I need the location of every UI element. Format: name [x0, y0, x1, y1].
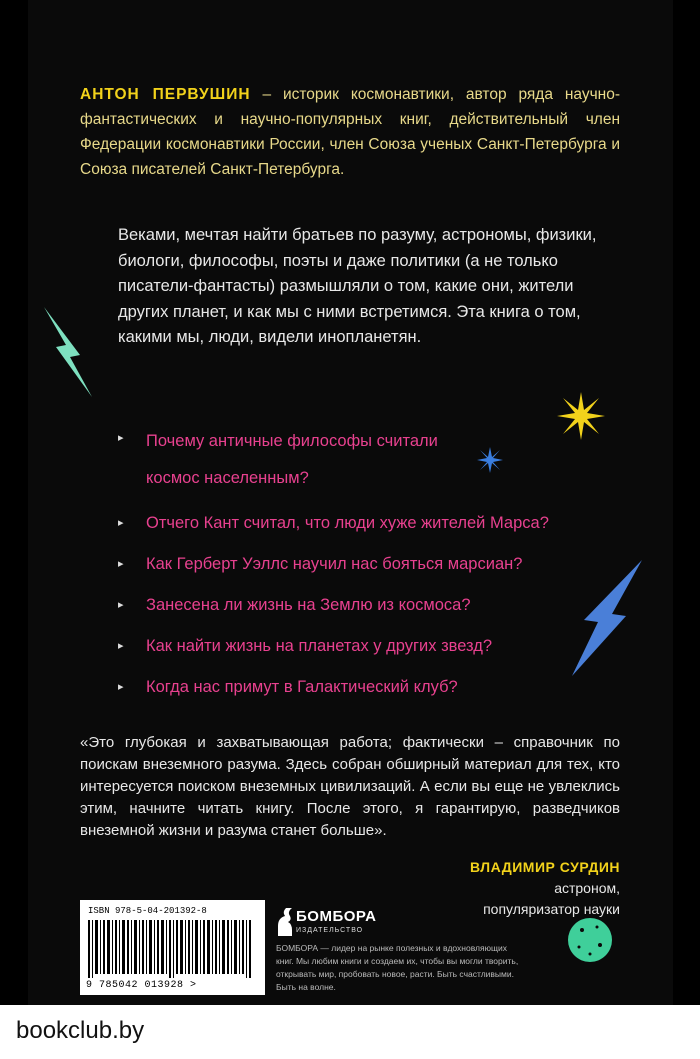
- author-name: АНТОН ПЕРВУШИН: [80, 86, 251, 103]
- question-text: Когда нас примут в Галактический клуб?: [146, 678, 458, 696]
- question-text: Отчего Кант считал, что люди хуже жителей Марса?: [146, 514, 549, 532]
- book-description: Веками, мечтая найти братьев по разуму, астрономы, физики, биологи, философы, поэты и даже политики (а не только писатели-фантасты) размышляли о том, какие они, жители других планет, и как мы с ними встретимся. Эта книга о том, какими мы, люди, видели инопланетян.: [118, 226, 597, 346]
- isbn-barcode-box: [80, 900, 265, 995]
- isbn-digits: 9 785042 013928 >: [86, 980, 197, 991]
- list-item: [118, 590, 638, 620]
- review-quote: «Это глубокая и захватывающая работа; фактически – справочник по поискам внеземного разума. Здесь собран обширный материал для тех, кто интересуется поиском внеземных цивилизаций. А если вы еще не увлеклись этим, начните читать книгу. После этого, я гарантирую, разведчиков внеземной жизни и разума станет больше».: [80, 734, 620, 839]
- list-item: [118, 549, 638, 579]
- quote-signature: [470, 857, 620, 920]
- author-bio: [80, 82, 620, 182]
- reviewer-role: астроном,: [554, 880, 620, 896]
- bullet-icon: ▸: [118, 681, 124, 693]
- bullet-icon: ▸: [118, 432, 124, 444]
- question-list: [118, 423, 638, 713]
- isbn-label: ISBN 978-5-04-201392-8: [88, 906, 207, 916]
- publisher-brand: БОМБОРА: [296, 908, 377, 925]
- barcode-icon: [88, 920, 258, 978]
- lightning-bolt-icon: [40, 305, 95, 400]
- question-text: Почему античные философы считали космос населенным?: [146, 432, 438, 487]
- publisher-sub: ИЗДАТЕЛЬСТВО: [296, 927, 364, 934]
- sparkle-star-icon: [555, 390, 607, 442]
- planet-icon: [567, 917, 613, 963]
- list-item: [118, 631, 638, 661]
- bombora-wave-icon: [276, 906, 294, 938]
- question-text: Как Герберт Уэллс научил нас бояться марсиан?: [146, 555, 523, 573]
- question-text: Как найти жизнь на планетах у других звезд?: [146, 637, 493, 655]
- bullet-icon: ▸: [118, 558, 124, 570]
- sparkle-star-icon: [476, 446, 504, 474]
- question-text: Занесена ли жизнь на Землю из космоса?: [146, 596, 471, 614]
- author-bio-text: – историк космонавтики, автор ряда научно-фантастических и научно-популярных книг, действительный член Федерации космонавтики России, член Союза ученых Санкт-Петербурга и Союза писателей Санкт-Петербурга.: [80, 86, 621, 178]
- watermark-footer: [0, 1005, 700, 1059]
- reviewer-name: ВЛАДИМИР СУРДИН: [470, 859, 620, 875]
- bullet-icon: ▸: [118, 599, 124, 611]
- list-item: [118, 672, 638, 702]
- site-watermark: bookclub.by: [16, 1017, 145, 1044]
- publisher-description: БОМБОРА — лидер на рынке полезных и вдохновляющих книг. Мы любим книги и создаем их, чтобы вы могли творить, открывать мир, пробовать новое, расти. Быть счастливыми. Быть на волне.: [276, 943, 519, 992]
- bullet-icon: ▸: [118, 517, 124, 529]
- list-item: [118, 508, 638, 538]
- bullet-icon: ▸: [118, 640, 124, 652]
- reviewer-role: популяризатор науки: [483, 901, 620, 917]
- lightning-bolt-icon: [568, 558, 648, 678]
